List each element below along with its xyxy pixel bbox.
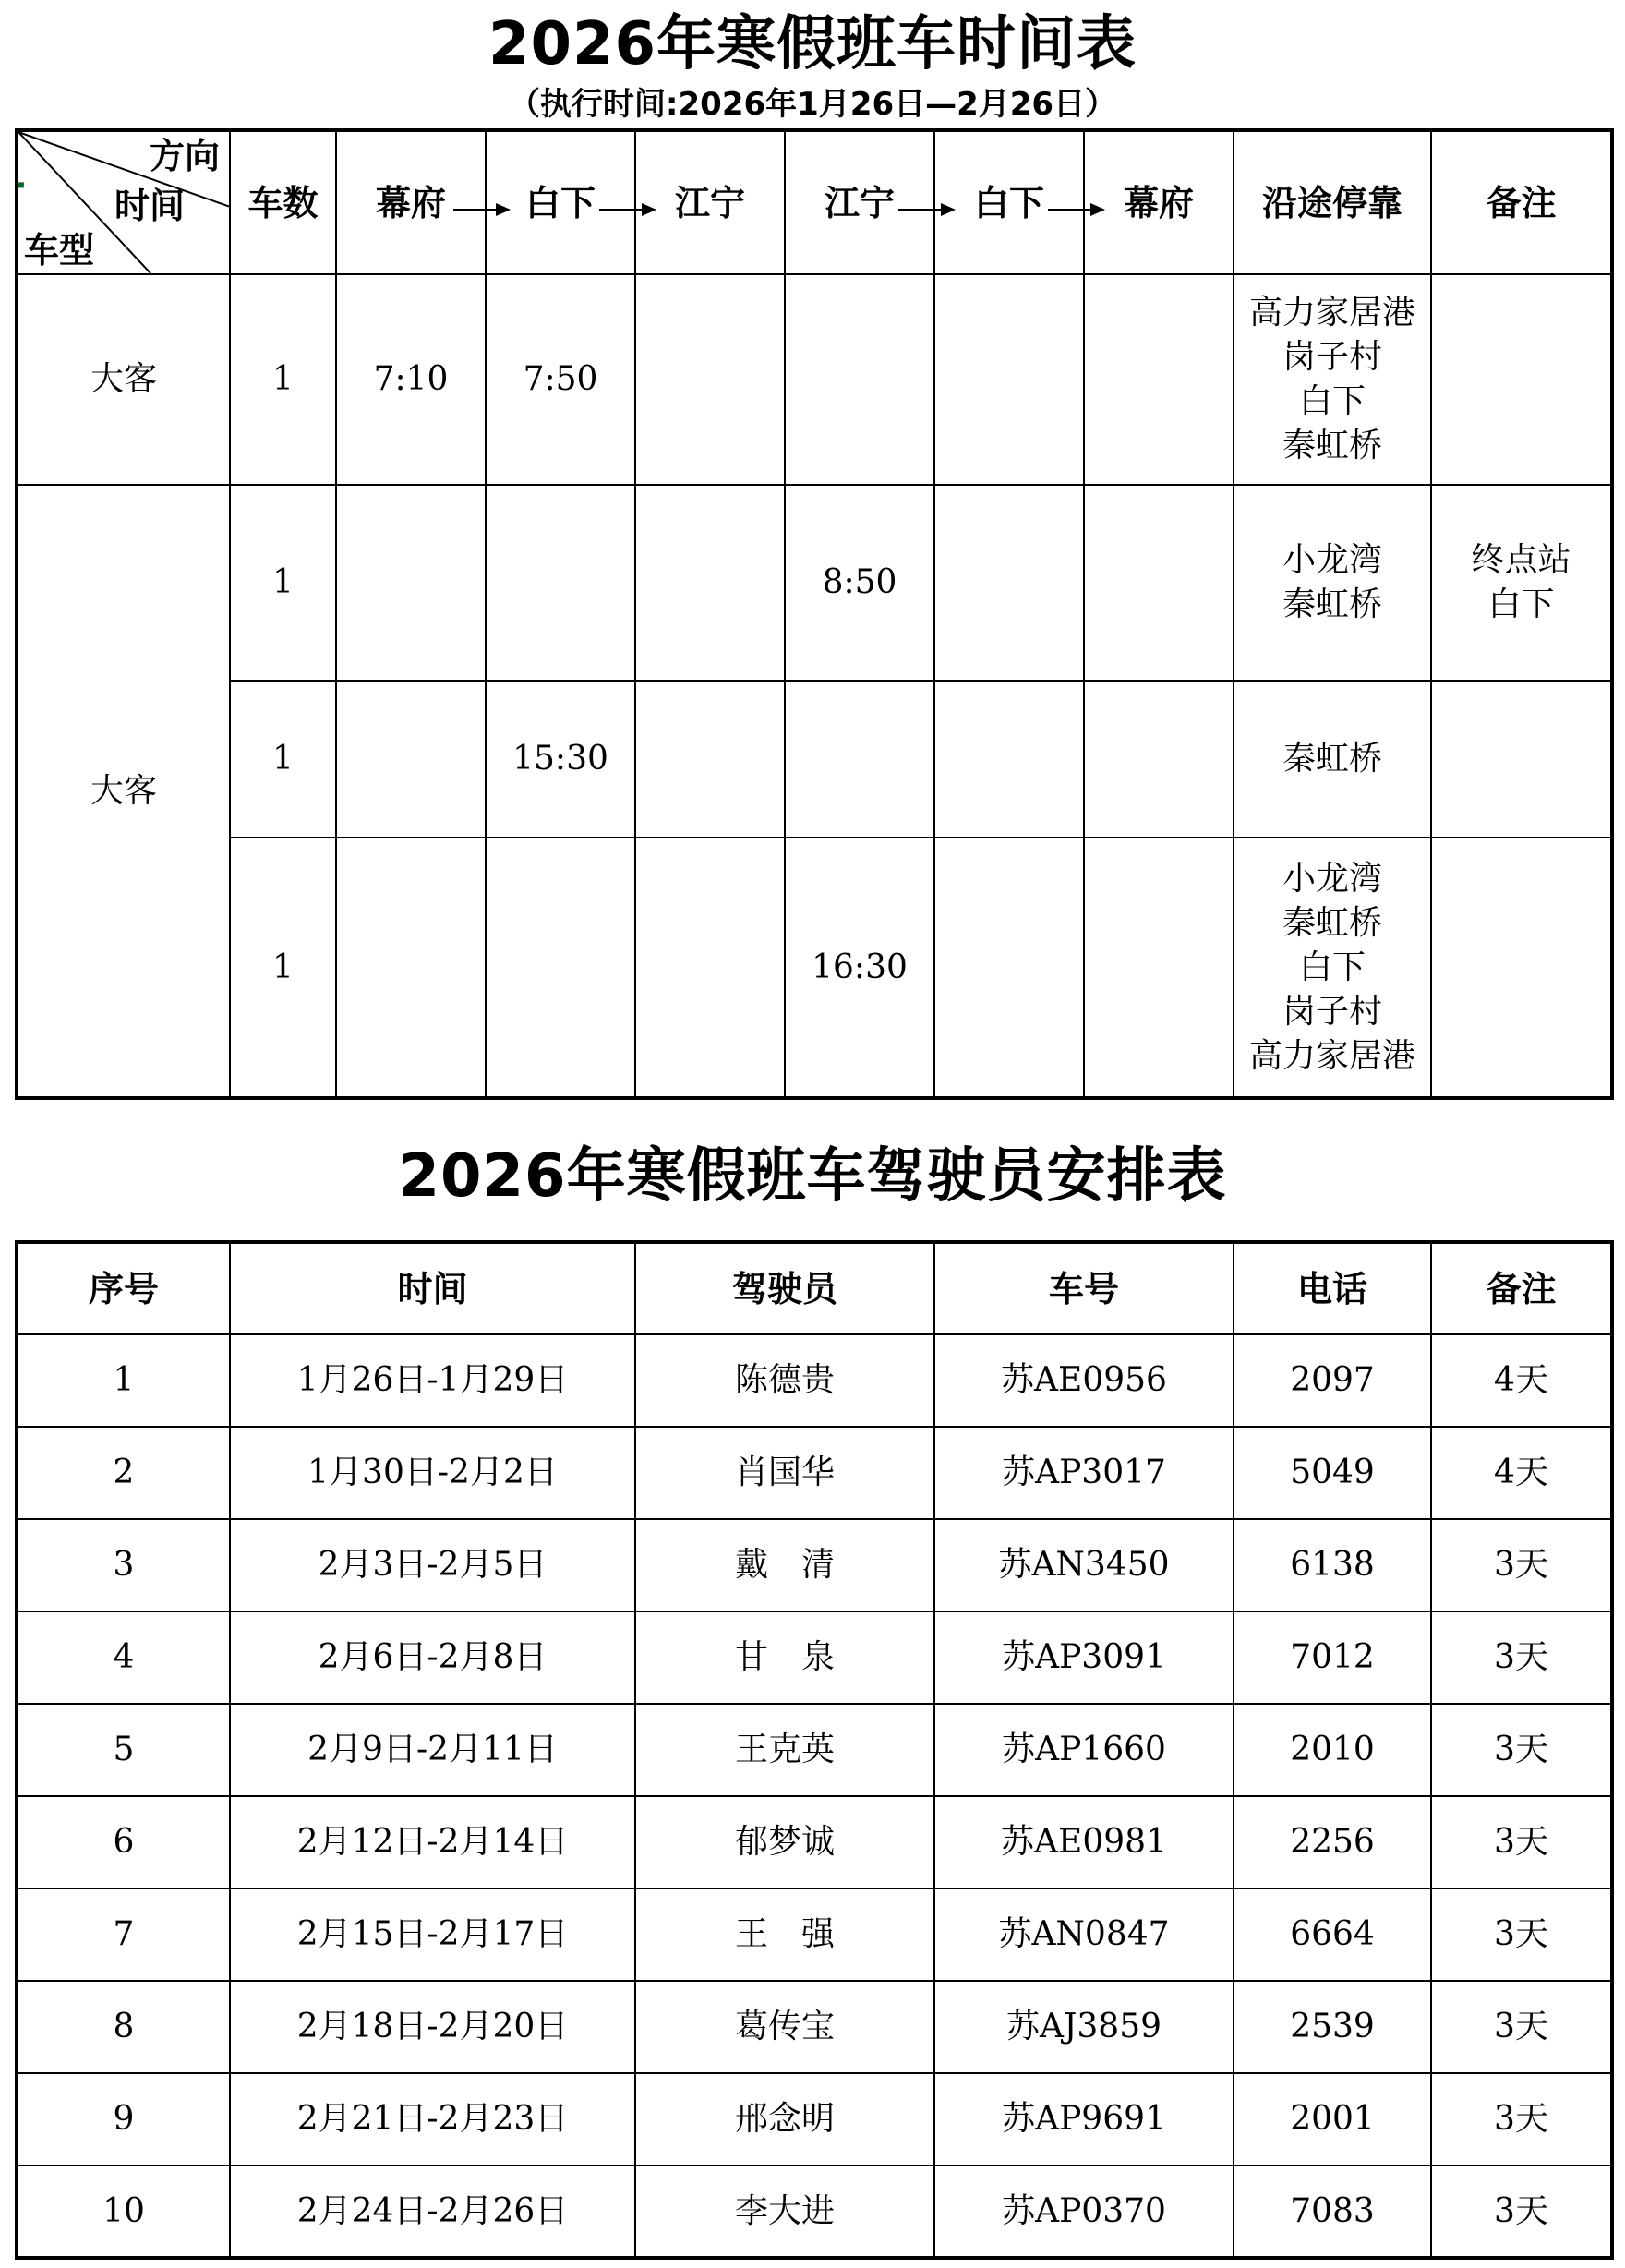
driver-row <box>17 1519 1612 1611</box>
driver-name-cell: 陈德贵 <box>635 1334 934 1427</box>
header-plate: 车号 <box>934 1242 1234 1334</box>
driver-name-cell: 戴 清 <box>635 1519 934 1611</box>
plate-cell: 苏AP9691 <box>934 2073 1234 2165</box>
remark-cell <box>1431 838 1612 1098</box>
driver-roster-table <box>15 1240 1614 2260</box>
schedule-row <box>17 681 1612 838</box>
phone-cell: 6664 <box>1234 1888 1431 1981</box>
header-jiangning-back-label: 江宁 <box>824 182 895 223</box>
time-mufu-back <box>1084 274 1234 485</box>
remark-cell: 3天 <box>1431 1888 1612 1981</box>
time-jiangning-back: 8:50 <box>785 485 934 681</box>
stops-cell <box>1234 681 1431 838</box>
corner-header <box>17 130 230 274</box>
driver-row <box>17 1611 1612 1704</box>
no-cell: 5 <box>17 1704 230 1796</box>
drivers-header-row <box>17 1242 1612 1334</box>
corner-vehicle-type-label: 车型 <box>24 230 95 271</box>
remark-cell <box>1431 485 1612 681</box>
time-jiangning-back <box>785 681 934 838</box>
time-baixia-out <box>486 838 635 1098</box>
time-baixia-out: 15:30 <box>486 681 635 838</box>
phone-cell: 6138 <box>1234 1519 1431 1611</box>
remark-cell <box>1431 681 1612 838</box>
date-cell: 2月21日-2月23日 <box>230 2073 635 2165</box>
stops-cell <box>1234 838 1431 1098</box>
header-mufu-out-label: 幕府 <box>375 182 446 223</box>
time-mufu-out: 7:10 <box>336 274 486 485</box>
header-stops: 沿途停靠 <box>1234 130 1431 274</box>
driver-row <box>17 2073 1612 2165</box>
driver-rows <box>17 1334 1612 2258</box>
time-mufu-out <box>336 485 486 681</box>
time-baixia-back <box>934 681 1084 838</box>
driver-row <box>17 1796 1612 1888</box>
header-baixia-out-label: 白下 <box>524 182 596 223</box>
time-baixia-back <box>934 485 1084 681</box>
no-cell: 2 <box>17 1427 230 1519</box>
header-driver: 驾驶员 <box>635 1242 934 1334</box>
stop-item: 小龙湾 <box>1282 541 1382 579</box>
stop-item: 岗子村 <box>1282 338 1382 376</box>
remark-cell: 4天 <box>1431 1334 1612 1427</box>
arrow-right-icon <box>599 203 656 216</box>
time-jiangning-out <box>635 838 785 1098</box>
time-jiangning-out <box>635 274 785 485</box>
time-jiangning-out <box>635 681 785 838</box>
header-remark: 备注 <box>1431 130 1612 274</box>
driver-name-cell: 李大进 <box>635 2165 934 2258</box>
header-baixia-back-label: 白下 <box>973 182 1044 223</box>
no-cell: 9 <box>17 2073 230 2165</box>
remark-cell: 3天 <box>1431 1796 1612 1888</box>
date-cell: 2月6日-2月8日 <box>230 1611 635 1704</box>
phone-cell: 2256 <box>1234 1796 1431 1888</box>
plate-cell: 苏AP3017 <box>934 1427 1234 1519</box>
arrow-right-icon <box>1048 203 1105 216</box>
header-mufu-out <box>336 130 486 274</box>
stop-item: 秦虹桥 <box>1282 903 1382 942</box>
driver-row <box>17 1334 1612 1427</box>
date-cell: 2月24日-2月26日 <box>230 2165 635 2258</box>
time-jiangning-out <box>635 485 785 681</box>
time-mufu-back <box>1084 838 1234 1098</box>
schedule-header-row <box>17 130 1612 274</box>
time-mufu-out <box>336 838 486 1098</box>
time-mufu-back <box>1084 681 1234 838</box>
time-baixia-out <box>486 485 635 681</box>
stops-cell <box>1234 485 1431 681</box>
phone-cell: 5049 <box>1234 1427 1431 1519</box>
stop-item: 白下 <box>1298 947 1366 986</box>
remark-cell <box>1431 274 1612 485</box>
driver-name-cell: 邢念明 <box>635 2073 934 2165</box>
vehicle-type-cell: 大客 <box>17 485 230 1098</box>
plate-cell: 苏AJ3859 <box>934 1981 1234 2073</box>
date-cell: 2月3日-2月5日 <box>230 1519 635 1611</box>
schedule-row <box>17 274 1612 485</box>
remark-cell: 3天 <box>1431 1519 1612 1611</box>
phone-cell: 2097 <box>1234 1334 1431 1427</box>
no-cell: 7 <box>17 1888 230 1981</box>
driver-row <box>17 1427 1612 1519</box>
driver-name-cell: 肖国华 <box>635 1427 934 1519</box>
no-cell: 6 <box>17 1796 230 1888</box>
driver-row <box>17 1704 1612 1796</box>
header-jiangning-back <box>785 130 934 274</box>
phone-cell: 7083 <box>1234 2165 1431 2258</box>
driver-name-cell: 郁梦诚 <box>635 1796 934 1888</box>
schedule-row <box>17 838 1612 1098</box>
phone-cell: 2001 <box>1234 2073 1431 2165</box>
stop-item: 秦虹桥 <box>1282 740 1382 778</box>
time-jiangning-back: 16:30 <box>785 838 934 1098</box>
date-cell: 1月26日-1月29日 <box>230 1334 635 1427</box>
plate-cell: 苏AP0370 <box>934 2165 1234 2258</box>
phone-cell: 2010 <box>1234 1704 1431 1796</box>
plate-cell: 苏AE0981 <box>934 1796 1234 1888</box>
header-mufu-back: 幕府 <box>1084 130 1234 274</box>
count-cell: 1 <box>230 838 336 1098</box>
time-mufu-back <box>1084 485 1234 681</box>
header-jiangning-out: 江宁 <box>635 130 785 274</box>
date-cell: 1月30日-2月2日 <box>230 1427 635 1519</box>
arrow-right-icon <box>898 203 956 216</box>
stops-cell <box>1234 274 1431 485</box>
phone-cell: 7012 <box>1234 1611 1431 1704</box>
time-mufu-out <box>336 681 486 838</box>
no-cell: 10 <box>17 2165 230 2258</box>
drivers-title: 2026年寒假班车驾驶员安排表 <box>398 1142 1227 1211</box>
arrow-right-icon <box>453 203 511 216</box>
date-cell: 2月15日-2月17日 <box>230 1888 635 1981</box>
bus-schedule-table <box>15 128 1614 1100</box>
schedule-title: 2026年寒假班车时间表 <box>488 10 1138 78</box>
remark-cell: 3天 <box>1431 1981 1612 2073</box>
time-baixia-out: 7:50 <box>486 274 635 485</box>
count-cell: 1 <box>230 681 336 838</box>
remark-cell: 3天 <box>1431 1704 1612 1796</box>
driver-name-cell: 甘 泉 <box>635 1611 934 1704</box>
stop-item: 高力家居港 <box>1248 294 1415 332</box>
remark-line: 白下 <box>1487 585 1555 623</box>
vehicle-type-cell: 大客 <box>17 274 230 485</box>
date-cell: 2月12日-2月14日 <box>230 1796 635 1888</box>
driver-name-cell: 王克英 <box>635 1704 934 1796</box>
remark-cell: 3天 <box>1431 2165 1612 2258</box>
driver-name-cell: 王 强 <box>635 1888 934 1981</box>
remark-cell: 3天 <box>1431 1611 1612 1704</box>
remark-cell: 4天 <box>1431 1427 1612 1519</box>
date-cell: 2月18日-2月20日 <box>230 1981 635 2073</box>
plate-cell: 苏AP3091 <box>934 1611 1234 1704</box>
no-cell: 1 <box>17 1334 230 1427</box>
header-phone: 电话 <box>1234 1242 1431 1334</box>
driver-row <box>17 2165 1612 2258</box>
driver-name-cell: 葛传宝 <box>635 1981 934 2073</box>
no-cell: 4 <box>17 1611 230 1704</box>
plate-cell: 苏AN3450 <box>934 1519 1234 1611</box>
schedule-subtitle: （执行时间:2026年1月26日—2月26日） <box>508 86 1117 123</box>
schedule-row <box>17 485 1612 681</box>
count-cell: 1 <box>230 485 336 681</box>
driver-row <box>17 1981 1612 2073</box>
header-no: 序号 <box>17 1242 230 1334</box>
plate-cell: 苏AE0956 <box>934 1334 1234 1427</box>
driver-row <box>17 1888 1612 1981</box>
remark-line: 终点站 <box>1471 541 1571 579</box>
stop-item: 秦虹桥 <box>1282 585 1382 623</box>
count-cell: 1 <box>230 274 336 485</box>
stop-item: 秦虹桥 <box>1282 427 1382 464</box>
stop-item: 高力家居港 <box>1248 1036 1415 1075</box>
plate-cell: 苏AN0847 <box>934 1888 1234 1981</box>
corner-time-label: 时间 <box>114 186 186 226</box>
time-jiangning-back <box>785 274 934 485</box>
no-cell: 3 <box>17 1519 230 1611</box>
corner-direction-label: 方向 <box>149 136 220 176</box>
phone-cell: 2539 <box>1234 1981 1431 2073</box>
stop-item: 白下 <box>1298 382 1366 420</box>
stop-item: 岗子村 <box>1282 992 1382 1031</box>
header-date: 时间 <box>230 1242 635 1334</box>
time-baixia-back <box>934 838 1084 1098</box>
header-baixia-back <box>934 130 1084 274</box>
plate-cell: 苏AP1660 <box>934 1704 1234 1796</box>
stop-item: 小龙湾 <box>1282 859 1382 898</box>
time-baixia-back <box>934 274 1084 485</box>
header-count: 车数 <box>230 130 336 274</box>
no-cell: 8 <box>17 1981 230 2073</box>
date-cell: 2月9日-2月11日 <box>230 1704 635 1796</box>
remark-cell: 3天 <box>1431 2073 1612 2165</box>
header-remark: 备注 <box>1431 1242 1612 1334</box>
